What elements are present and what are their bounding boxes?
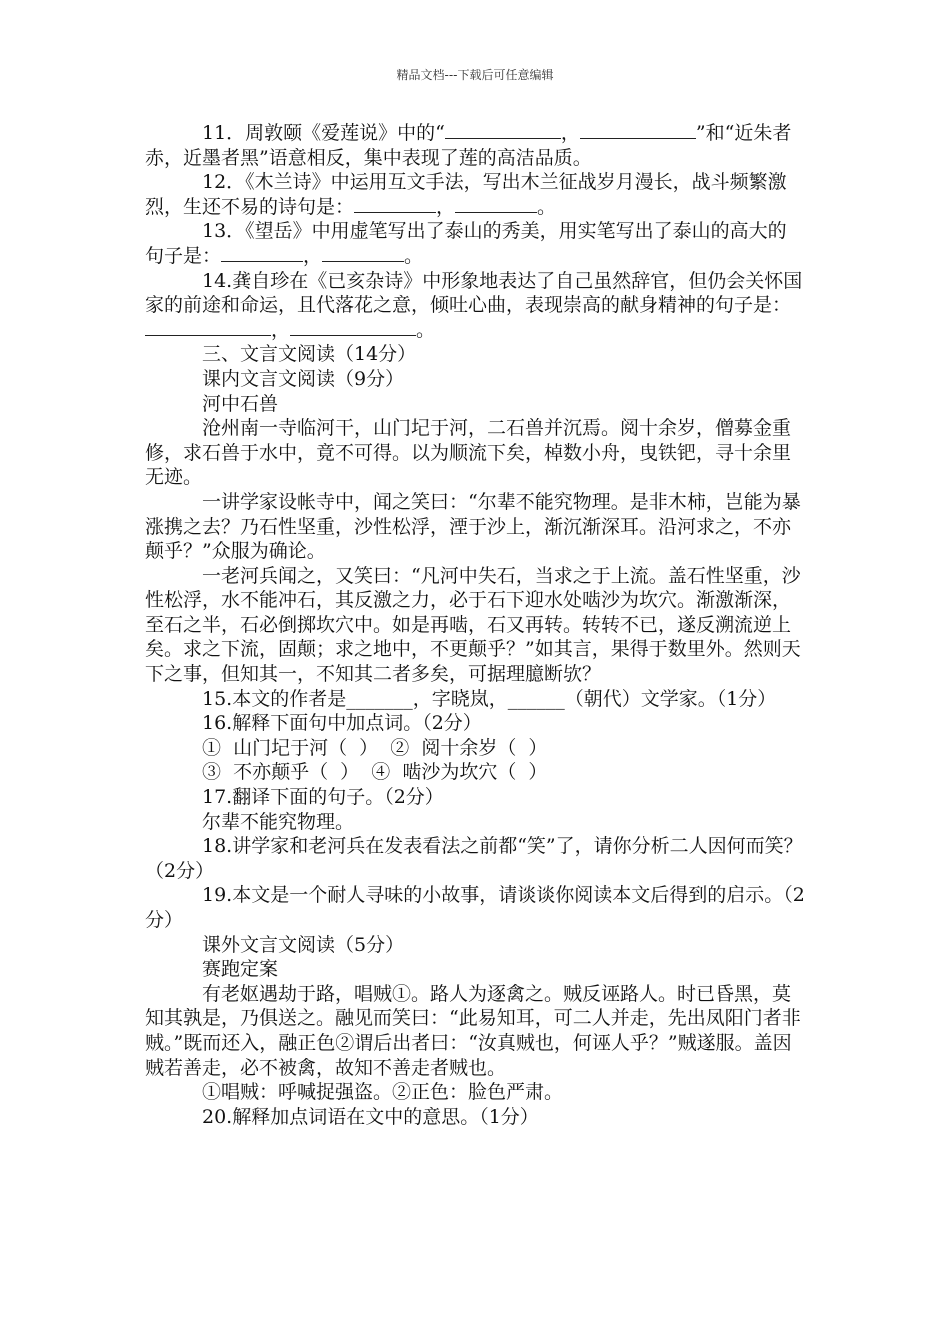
answer-blank[interactable] (580, 121, 696, 139)
answer-blank[interactable] (221, 244, 303, 262)
question-17-sentence: 尔辈不能究物理。 (202, 810, 355, 833)
subsection-title: 课内文言文阅读（9分） (202, 367, 405, 390)
passage-paragraph: 沧州南一寺临河干，山门圮于河，二石兽并沉焉。阅十余岁，僧募金重修，求石兽于水中，竟不可得。以为顺流下矣，棹数小舟，曳铁钯，寻十余里无迹。 (145, 417, 792, 489)
answer-blank[interactable] (445, 121, 561, 139)
question-18: 18.讲学家和老河兵在发表看法之前都“笑”了，请你分析二人因何而笑？（2分） (145, 835, 803, 882)
subsection-title: 课外文言文阅读（5分） (202, 933, 405, 956)
passage-paragraph: 一讲学家设帐寺中，闻之笑曰：“尔辈不能究物理。是非木柿，岂能为暴涨携之去？乃石性坚重，沙性松浮，湮于沙上，渐沉渐深耳。沿河求之，不亦颠乎？”众服为确论。 (145, 490, 801, 563)
question-19: 19.本文是一个耐人寻味的小故事，请谈谈你阅读本文后得到的启示。（2分） (145, 884, 805, 931)
question-11: 11．周敦颐《爱莲说》中的“ ， ”和“近朱者赤，近墨者黑”语意相反，集中表现了莲的高洁品质。 (145, 122, 792, 169)
question-16-options: ① 山门圮于河（ ） ② 阅十余岁（ ） (202, 736, 548, 759)
passage-title: 赛跑定案 (202, 958, 279, 981)
question-14: 14.龚自珍在《已亥杂诗》中形象地表达了自己虽然辞官，但仍会关怀国家的前途和命运，且代落花之意，倾吐心曲，表现崇高的献身精神的句子是：， 。 (145, 269, 803, 341)
answer-blank[interactable] (322, 244, 404, 262)
question-20: 20.解释加点词语在文中的意思。（1分） (202, 1105, 539, 1128)
question-15: 15.本文的作者是_______，字晓岚，______（朝代）文学家。（1分） (202, 687, 777, 710)
question-12: 12．《木兰诗》中运用互文手法，写出木兰征战岁月漫长，战斗频繁激烈，生还不易的诗句是： ， 。 (145, 171, 787, 218)
passage-paragraph: 一老河兵闻之，又笑曰：“凡河中失石，当求之于上流。盖石性坚重，沙性松浮，水不能冲石，其反激之力，必于石下迎水处啮沙为坎穴。渐激渐深，至石之半，石必倒掷坎穴中。如是再啮，石又再转。转转不已，遂反溯流逆上矣。求之下流，固颠；求之地中，不更颠乎？”如其言，果得于数里外。然则天下之事，但知其一，不知其二者多矣，可据理臆断欤？ (145, 564, 801, 686)
question-17: 17.翻译下面的句子。（2分） (202, 786, 444, 809)
question-16: 16.解释下面句中加点词。（2分） (202, 712, 482, 735)
question-16-options: ③ 不亦颠乎（ ） ④ 啮沙为坎穴（ ） (202, 761, 548, 784)
answer-blank[interactable] (354, 195, 436, 213)
answer-blank[interactable] (145, 318, 271, 336)
passage-paragraph: 有老妪遇劫于路，唱贼①。路人为逐禽之。贼反诬路人。时已昏黑，莫知其孰是，乃俱送之。融见而笑曰：“此易知耳，可二人并走，先出凤阳门者非贼。”既而还入，融正色②谓后出者曰：“汝真贼也，何诬人乎？”贼遂服。盖因贼若善走，必不被禽，故知不善走者贼也。 (145, 982, 801, 1079)
answer-blank[interactable] (455, 195, 537, 213)
passage-title: 河中石兽 (202, 392, 279, 415)
document-body (145, 121, 805, 1129)
section-title: 三、文言文阅读（14分） (202, 343, 417, 366)
page-header: 精品文档---下载后可任意编辑 (396, 68, 554, 82)
passage-notes: ①唱贼：呼喊捉强盗。②正色：脸色严肃。 (202, 1081, 564, 1104)
question-13: 13．《望岳》中用虚笔写出了泰山的秀美，用实笔写出了泰山的高大的句子是： ， 。 (145, 220, 787, 267)
answer-blank[interactable] (290, 318, 416, 336)
